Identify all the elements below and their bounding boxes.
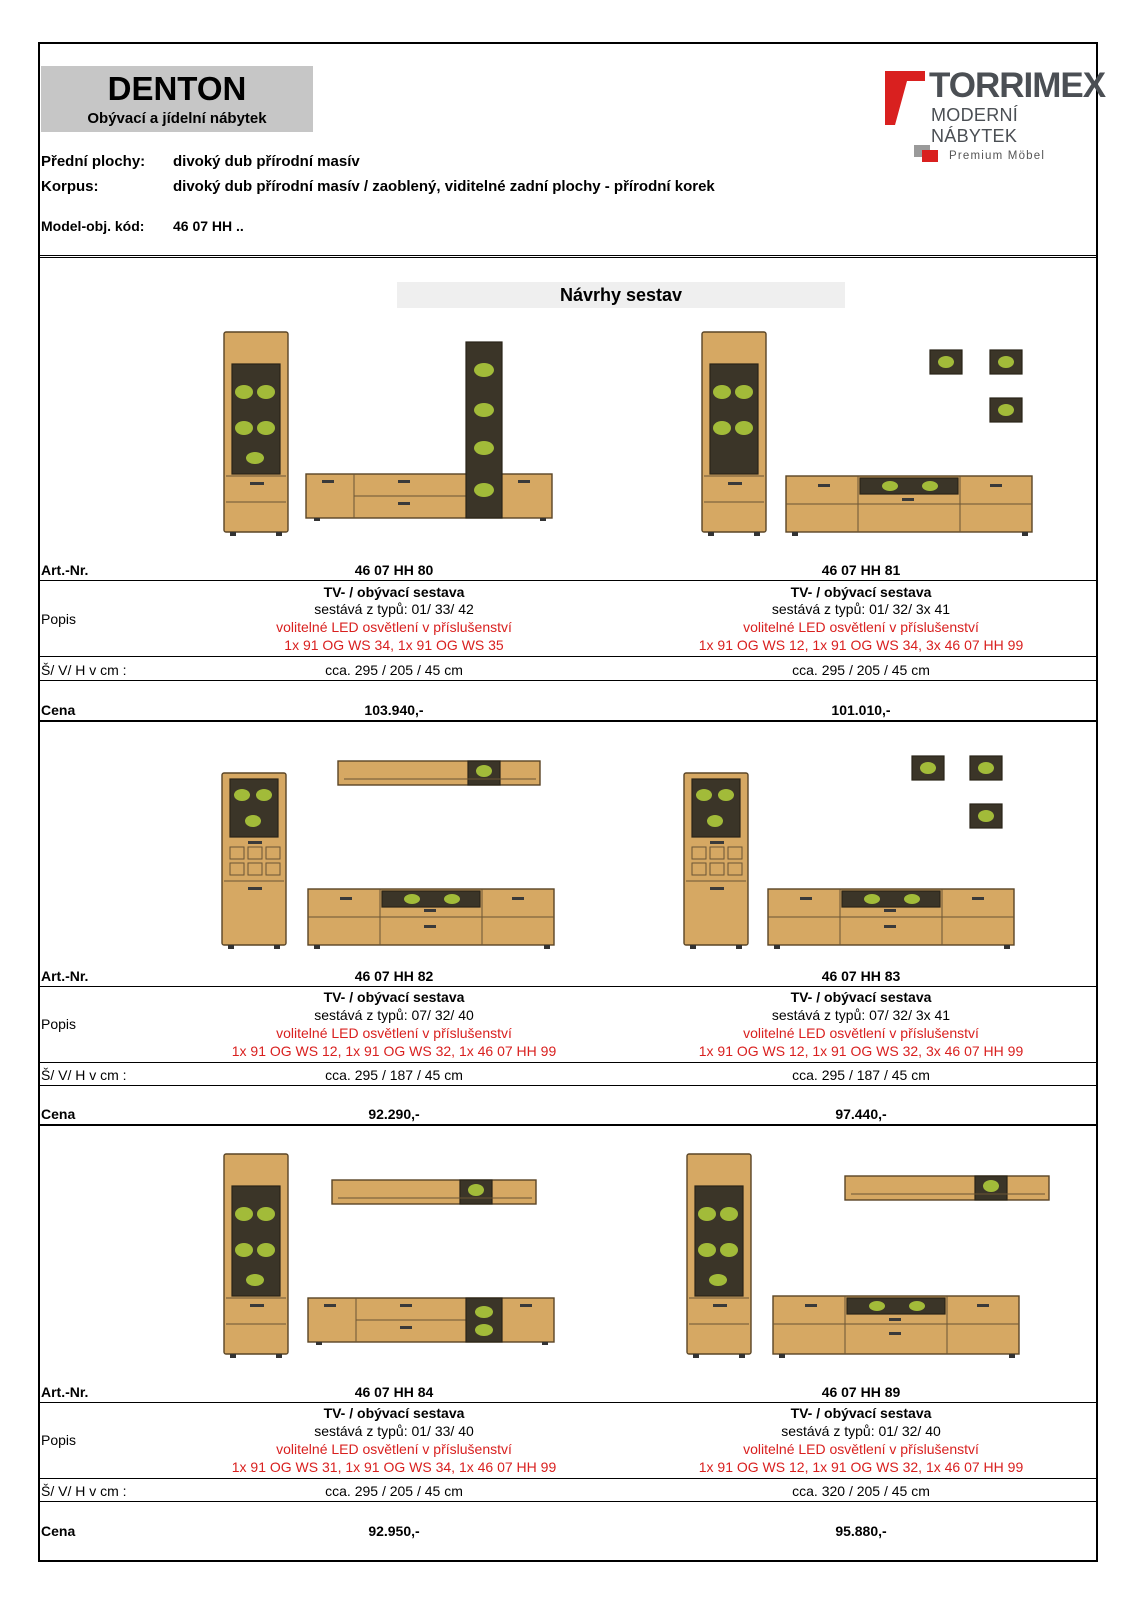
- spec-label: Korpus:: [41, 178, 99, 195]
- row-divider: [38, 680, 1098, 681]
- brand-subtitle: Obývací a jídelní nábytek: [87, 110, 267, 127]
- row-divider: [38, 580, 1098, 581]
- set-types: sestává z typů: 01/ 32/ 40: [781, 1423, 941, 1439]
- led-items: 1x 91 OG WS 31, 1x 91 OG WS 34, 1x 46 07 HH 99: [231, 1459, 557, 1475]
- art-number: 46 07 HH 89: [821, 1384, 901, 1400]
- art-number: 46 07 HH 83: [821, 968, 901, 984]
- premium-text: Premium Möbel: [949, 150, 1046, 162]
- spec-value: divoký dub přírodní masív: [173, 153, 360, 170]
- popis-label: Popis: [41, 1016, 77, 1032]
- price-label: Cena: [41, 1523, 76, 1539]
- block-divider: [38, 720, 1098, 722]
- led-note: volitelné LED osvětlení v příslušenství: [276, 619, 512, 635]
- logo-sub: MODERNÍ NÁBYTEK: [931, 105, 1019, 146]
- section-title: Návrhy sestav: [397, 282, 845, 308]
- art-label: Art.-Nr.: [41, 1384, 89, 1400]
- price-value: 92.950,-: [368, 1523, 420, 1539]
- set-title: TV- / obývací sestava: [323, 584, 465, 600]
- set-82-drawing: [220, 755, 560, 955]
- row-divider: [38, 1478, 1098, 1479]
- title-box: [41, 66, 313, 132]
- price-label: Cena: [41, 1106, 76, 1122]
- set-89-drawing: [685, 1152, 1055, 1364]
- dims-value: cca. 295 / 205 / 45 cm: [325, 1483, 463, 1499]
- art-label: Art.-Nr.: [41, 562, 89, 578]
- row-divider: [38, 1501, 1098, 1502]
- set-types: sestává z typů: 01/ 33/ 40: [314, 1423, 474, 1439]
- row-divider: [38, 1085, 1098, 1086]
- set-title: TV- / obývací sestava: [790, 989, 932, 1005]
- led-items: 1x 91 OG WS 12, 1x 91 OG WS 34, 3x 46 07 HH 99: [698, 637, 1024, 653]
- torrimex-logo: [885, 66, 1106, 146]
- set-types: sestává z typů: 01/ 32/ 3x 41: [771, 601, 951, 617]
- dims-value: cca. 295 / 205 / 45 cm: [325, 662, 463, 678]
- dims-label: Š/ V/ H v cm :: [41, 1483, 127, 1499]
- block-divider: [38, 1124, 1098, 1126]
- set-80-drawing: [222, 330, 562, 542]
- set-84-drawing: [222, 1152, 562, 1364]
- art-number: 46 07 HH 80: [354, 562, 434, 578]
- set-title: TV- / obývací sestava: [323, 1405, 465, 1421]
- popis-label: Popis: [41, 611, 77, 627]
- dims-value: cca. 295 / 187 / 45 cm: [325, 1067, 463, 1083]
- premium-badge: [914, 145, 1094, 167]
- dims-label: Š/ V/ H v cm :: [41, 1067, 127, 1083]
- set-types: sestává z typů: 07/ 32/ 40: [314, 1007, 474, 1023]
- art-number: 46 07 HH 82: [354, 968, 434, 984]
- dims-value: cca. 320 / 205 / 45 cm: [792, 1483, 930, 1499]
- led-note: volitelné LED osvětlení v příslušenství: [276, 1025, 512, 1041]
- set-83-drawing: [682, 748, 1022, 955]
- row-divider: [38, 986, 1098, 987]
- spec-value: 46 07 HH ..: [173, 218, 244, 234]
- row-divider: [38, 656, 1098, 657]
- art-label: Art.-Nr.: [41, 968, 89, 984]
- led-note: volitelné LED osvětlení v příslušenství: [743, 1441, 979, 1457]
- set-types: sestává z typů: 07/ 32/ 3x 41: [771, 1007, 951, 1023]
- led-note: volitelné LED osvětlení v příslušenství: [743, 1025, 979, 1041]
- dims-value: cca. 295 / 205 / 45 cm: [792, 662, 930, 678]
- logo-name: TORRIMEX: [929, 66, 1106, 105]
- spec-label: Model-obj. kód:: [41, 218, 145, 234]
- led-note: volitelné LED osvětlení v příslušenství: [743, 619, 979, 635]
- popis-label: Popis: [41, 1432, 77, 1448]
- premium-mark-icon: [914, 145, 944, 165]
- led-items: 1x 91 OG WS 34, 1x 91 OG WS 35: [284, 637, 504, 653]
- price-label: Cena: [41, 702, 76, 718]
- set-title: TV- / obývací sestava: [790, 1405, 932, 1421]
- row-divider: [38, 1062, 1098, 1063]
- dims-label: Š/ V/ H v cm :: [41, 662, 127, 678]
- row-divider: [38, 1402, 1098, 1403]
- header-divider: [38, 255, 1098, 258]
- art-number: 46 07 HH 84: [354, 1384, 434, 1400]
- brand-title: DENTON: [107, 70, 247, 107]
- price-value: 103.940,-: [364, 702, 424, 718]
- price-value: 92.290,-: [368, 1106, 420, 1122]
- led-items: 1x 91 OG WS 12, 1x 91 OG WS 32, 1x 46 07 HH 99: [231, 1043, 557, 1059]
- dims-value: cca. 295 / 187 / 45 cm: [792, 1067, 930, 1083]
- led-items: 1x 91 OG WS 12, 1x 91 OG WS 32, 1x 46 07 HH 99: [698, 1459, 1024, 1475]
- set-title: TV- / obývací sestava: [790, 584, 932, 600]
- price-value: 97.440,-: [835, 1106, 887, 1122]
- spec-value: divoký dub přírodní masív / zaoblený, viditelné zadní plochy - přírodní korek: [173, 178, 715, 195]
- torrimex-logo-icon: [885, 71, 925, 125]
- price-value: 95.880,-: [835, 1523, 887, 1539]
- led-note: volitelné LED osvětlení v příslušenství: [276, 1441, 512, 1457]
- price-value: 101.010,-: [831, 702, 891, 718]
- set-81-drawing: [700, 330, 1040, 542]
- led-items: 1x 91 OG WS 12, 1x 91 OG WS 32, 3x 46 07 HH 99: [698, 1043, 1024, 1059]
- spec-label: Přední plochy:: [41, 153, 146, 170]
- set-title: TV- / obývací sestava: [323, 989, 465, 1005]
- art-number: 46 07 HH 81: [821, 562, 901, 578]
- set-types: sestává z typů: 01/ 33/ 42: [314, 601, 474, 617]
